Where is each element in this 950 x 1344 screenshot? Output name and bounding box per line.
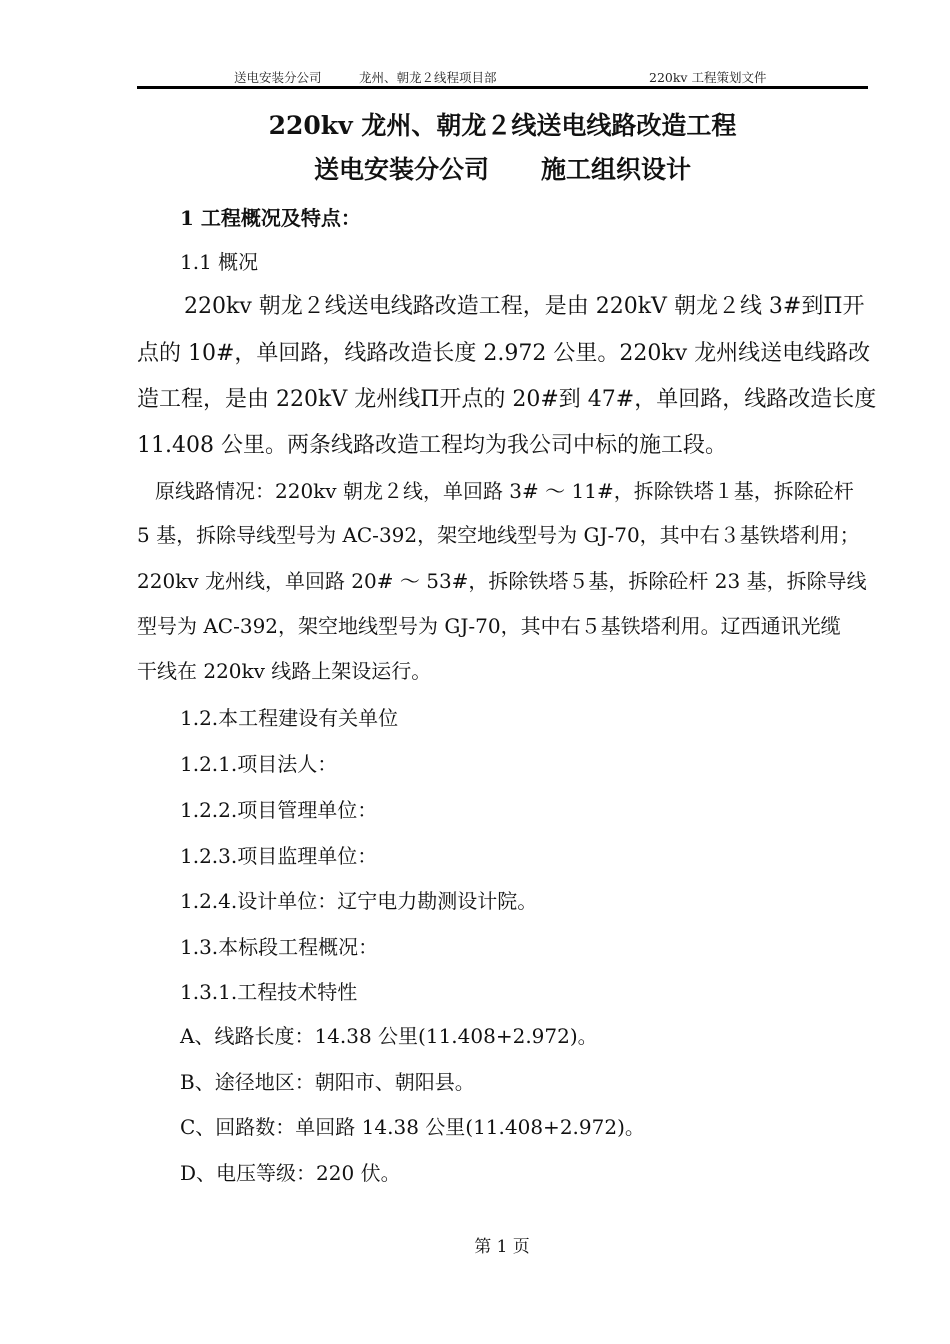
header-company: 送电安装分公司 — [234, 70, 322, 85]
spec-item-c: C、回路数：单回路 14.38 公里(11.408+2.972)。 — [180, 1115, 645, 1139]
subsection-1-2: 1.2.本工程建设有关单位 — [180, 706, 399, 730]
subsection-1-1: 1.1 概况 — [180, 250, 259, 274]
page-number: 第 1 页 — [474, 1237, 530, 1257]
overview-paragraph-line-1: 220kv 朝龙２线送电线路改造工程，是由 220kV 朝龙２线 3#到Π开 — [184, 294, 865, 319]
spec-item-b: B、途径地区：朝阳市、朝阳县。 — [180, 1070, 475, 1094]
subsection-1-3: 1.3.本标段工程概况： — [180, 935, 379, 959]
overview-paragraph-line-4: 11.408 公里。两条线路改造工程均为我公司中标的施工段。 — [137, 433, 727, 458]
section-heading-1: 1 工程概况及特点： — [180, 206, 361, 230]
original-line-paragraph-line-3: 220kv 龙州线，单回路 20# ～ 53#，拆除铁塔５基，拆除砼杆 23 基，拆除导线 — [137, 569, 867, 593]
subsection-1-2-4: 1.2.4.设计单位：辽宁电力勘测设计院。 — [180, 889, 538, 913]
subsection-1-3-1: 1.3.1.工程技术特性 — [180, 980, 358, 1004]
subsection-1-2-2: 1.2.2.项目管理单位： — [180, 798, 378, 822]
page-header — [137, 68, 868, 86]
overview-paragraph-line-2: 点的 10#，单回路，线路改造长度 2.972 公里。220kv 龙州线送电线路改 — [137, 341, 871, 366]
subsection-1-2-3: 1.2.3.项目监理单位： — [180, 844, 378, 868]
subsection-1-2-1: 1.2.1.项目法人： — [180, 752, 338, 776]
spec-item-a: A、线路长度：14.38 公里(11.408+2.972)。 — [180, 1024, 598, 1048]
subtitle-company: 送电安装分公司 — [313, 155, 489, 184]
original-line-paragraph-line-1: 原线路情况：220kv 朝龙２线，单回路 3# ～ 11#，拆除铁塔１基，拆除砼杆 — [155, 479, 854, 503]
original-line-paragraph-line-5: 干线在 220kv 线路上架设运行。 — [137, 659, 432, 683]
original-line-paragraph-line-2: 5 基，拆除导线型号为 AC-392，架空地线型号为 GJ-70，其中右３基铁塔利用； — [137, 523, 860, 547]
original-line-paragraph-line-4: 型号为 AC-392，架空地线型号为 GJ-70，其中右５基铁塔利用。辽西通讯光缆 — [137, 614, 841, 638]
overview-paragraph-line-3: 造工程，是由 220kV 龙州线Π开点的 20#到 47#，单回路，线路改造长度 — [137, 387, 877, 412]
document-title: 220kv 龙州、朝龙２线送电线路改造工程 — [268, 111, 737, 140]
header-project: 龙州、朝龙２线程项目部 — [359, 70, 497, 85]
document-subtitle — [137, 150, 868, 186]
header-divider — [137, 86, 868, 89]
subtitle-doc-name: 施工组织设计 — [541, 155, 692, 184]
header-doc-type: 220kv 工程策划文件 — [649, 70, 767, 85]
spec-item-d: D、电压等级：220 伏。 — [180, 1161, 401, 1185]
